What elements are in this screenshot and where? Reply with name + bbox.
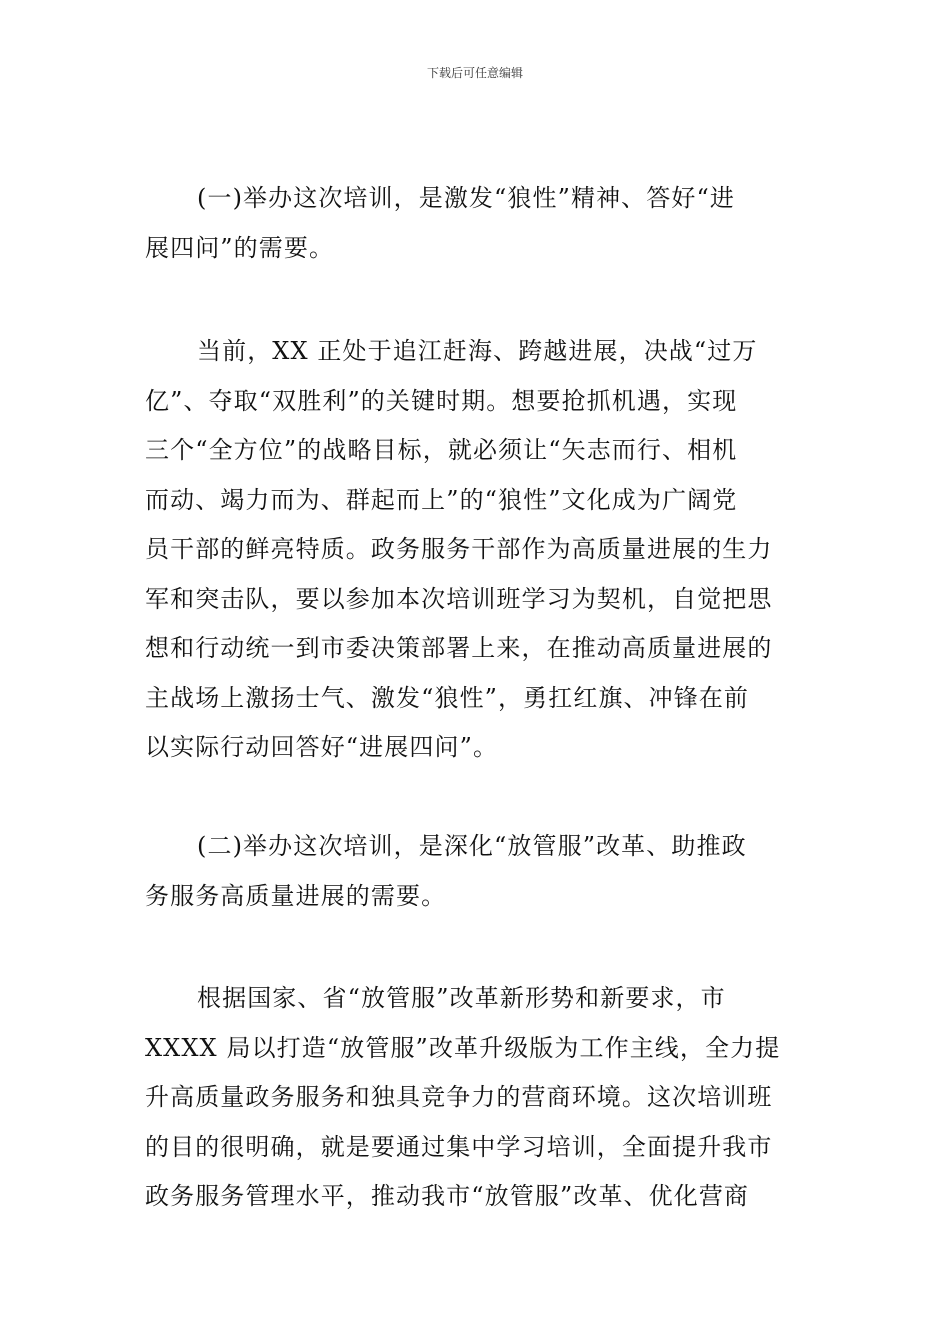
paragraph-line: 以实际行动回答好“进展四问”。 — [145, 733, 499, 761]
paragraph-line: 员干部的鲜亮特质。政务服务干部作为高质量进展的生力 — [145, 535, 773, 563]
paragraph-4 — [145, 974, 825, 1222]
paragraph-3 — [145, 822, 825, 921]
paragraph-line: (一)举办这次培训，是激发“狼性”精神、答好“进 — [197, 184, 735, 212]
paragraph-line: (二)举办这次培训，是深化“放管服”改革、助推政 — [197, 832, 747, 860]
paragraph-line: 三个“全方位”的战略目标，就必须让“矢志而行、相机 — [145, 436, 738, 464]
paragraph-1 — [145, 174, 825, 273]
paragraph-line: 政务服务管理水平，推动我市“放管服”改革、优化营商 — [145, 1182, 750, 1210]
paragraph-2 — [145, 327, 825, 773]
paragraph-line: 主战场上激扬士气、激发“狼性”，勇扛红旗、冲锋在前 — [145, 683, 750, 712]
paragraph-line: 亿”、夺取“双胜利”的关键时期。想要抢抓机遇，实现 — [145, 386, 738, 415]
paragraph-line: 军和突击队，要以参加本次培训班学习为契机，自觉把思 — [145, 584, 773, 613]
paragraph-line: 务服务高质量进展的需要。 — [145, 881, 447, 910]
page-header: 下载后可任意编辑 — [426, 66, 523, 80]
paragraph-line: 想和行动统一到市委决策部署上来，在推动高质量进展的 — [145, 634, 773, 662]
paragraph-line: XXXX 局以打造“放管服”改革升级版为工作主线，全力提 — [145, 1033, 781, 1062]
paragraph-line: 而动、竭力而为、群起而上”的“狼性”文化成为广阔党 — [145, 485, 738, 514]
paragraph-line: 根据国家、省“放管服”改革新形势和新要求，市 — [197, 984, 726, 1012]
paragraph-line: 升高质量政务服务和独具竞争力的营商环境。这次培训班 — [145, 1083, 773, 1111]
paragraph-line: 展四问”的需要。 — [145, 233, 335, 262]
paragraph-line: 当前，XX 正处于追江赶海、跨越进展，决战“过万 — [197, 337, 758, 365]
paragraph-line: 的目的很明确，就是要通过集中学习培训，全面提升我市 — [145, 1132, 773, 1161]
